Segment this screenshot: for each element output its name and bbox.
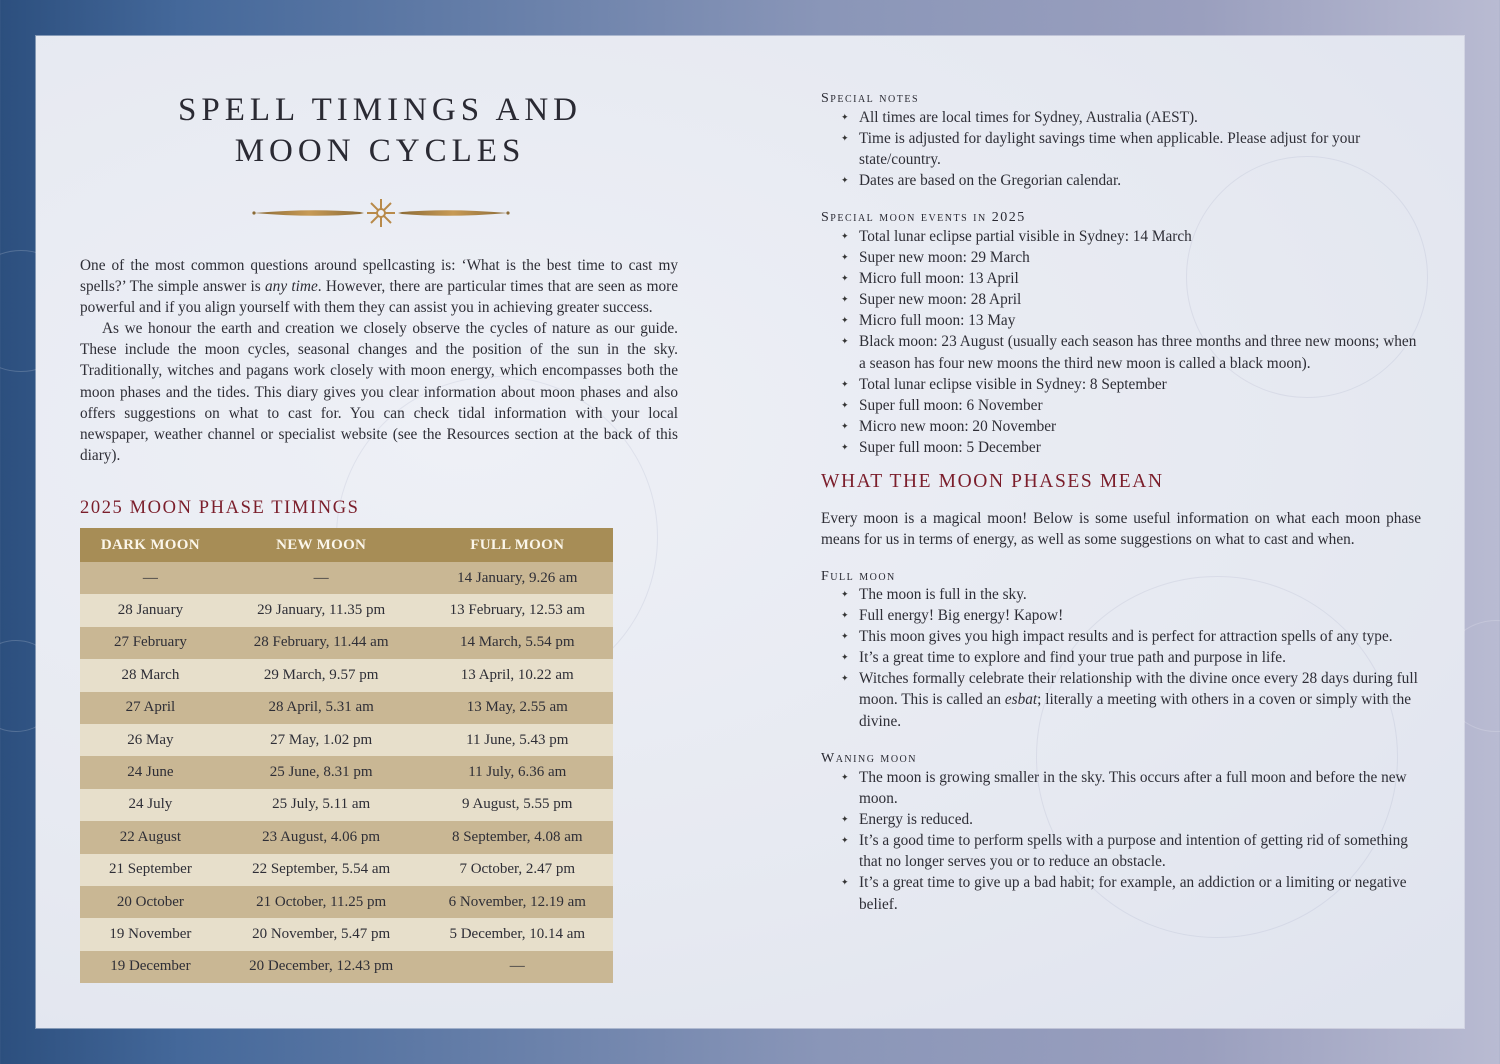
list-item: ✦ Full energy! Big energy! Kapow! — [821, 605, 1421, 626]
list-item: ✦ Micro full moon: 13 May — [821, 310, 1421, 331]
table-row — [80, 659, 613, 691]
dark-moon-cell: 28 January — [80, 594, 221, 626]
intro-emphasis: any time — [265, 278, 318, 296]
list-item: ✦ Super new moon: 29 March — [821, 247, 1421, 268]
table-row — [80, 821, 613, 853]
list-item: ✦ Super full moon: 6 November — [821, 395, 1421, 416]
decorative-divider-icon — [252, 196, 510, 230]
column-header-dark-moon: DARK MOON — [80, 528, 221, 562]
column-header-new-moon: NEW MOON — [221, 528, 422, 562]
list-item-text: ; literally a meeting with others in a coven or simply with the divine. — [859, 691, 1412, 730]
list-item-text: Witches formally celebrate their relationship with the divine once every 28 days during full moon. This is called an — [859, 670, 1418, 709]
dark-moon-cell: 24 July — [80, 789, 221, 821]
diary-spread — [36, 36, 1464, 1028]
table-row — [80, 756, 613, 788]
full-moon-cell: 13 February, 12.53 am — [422, 594, 613, 626]
list-item: ✦ It’s a great time to explore and find your true path and purpose in life. — [821, 647, 1421, 668]
new-moon-cell: 28 February, 11.44 am — [221, 627, 422, 659]
new-moon-cell: 25 July, 5.11 am — [221, 789, 422, 821]
full-moon-list — [821, 584, 1421, 732]
full-moon-cell: 14 January, 9.26 am — [422, 562, 613, 594]
list-item: ✦ Black moon: 23 August (usually each season has three months and three new moons; when a season has four new moons the third new moon is called a black moon). — [821, 331, 1421, 373]
full-moon-cell: 6 November, 12.19 am — [422, 886, 613, 918]
new-moon-cell: 28 April, 5.31 am — [221, 692, 422, 724]
full-moon-cell: 9 August, 5.55 pm — [422, 789, 613, 821]
new-moon-cell: 29 January, 11.35 pm — [221, 594, 422, 626]
full-moon-cell: 8 September, 4.08 am — [422, 821, 613, 853]
full-moon-cell: 7 October, 2.47 pm — [422, 854, 613, 886]
new-moon-cell: 23 August, 4.06 pm — [221, 821, 422, 853]
table-row — [80, 886, 613, 918]
dark-moon-cell: 24 June — [80, 756, 221, 788]
new-moon-cell: 22 September, 5.54 am — [221, 854, 422, 886]
new-moon-cell: 21 October, 11.25 pm — [221, 886, 422, 918]
intro-text — [80, 255, 678, 466]
list-item: ✦ The moon is full in the sky. — [821, 584, 1421, 605]
table-row — [80, 627, 613, 659]
dark-moon-cell: 19 December — [80, 951, 221, 983]
full-moon-cell: 11 July, 6.36 am — [422, 756, 613, 788]
list-item: ✦ Super full moon: 5 December — [821, 437, 1421, 458]
table-header-row — [80, 528, 613, 562]
list-item: ✦ Super new moon: 28 April — [821, 289, 1421, 310]
new-moon-cell: — — [221, 562, 422, 594]
dark-moon-cell: 19 November — [80, 918, 221, 950]
new-moon-cell: 25 June, 8.31 pm — [221, 756, 422, 788]
table-row — [80, 594, 613, 626]
table-row — [80, 854, 613, 886]
special-notes-list — [821, 107, 1421, 191]
full-moon-heading: Full moon — [821, 569, 896, 584]
list-item: ✦ Energy is reduced. — [821, 809, 1421, 830]
page-title-line-2: MOON CYCLES — [234, 133, 526, 169]
list-item: ✦ Micro new moon: 20 November — [821, 416, 1421, 437]
moon-phases-heading: WHAT THE MOON PHASES MEAN — [821, 471, 1164, 492]
list-item: ✦ All times are local times for Sydney, Australia (AEST). — [821, 107, 1421, 128]
list-item: ✦ This moon gives you high impact results and is perfect for attraction spells of any type. — [821, 626, 1421, 647]
list-item: ✦ Total lunar eclipse partial visible in Sydney: 14 March — [821, 226, 1421, 247]
table-row — [80, 562, 613, 594]
full-moon-cell: — — [422, 951, 613, 983]
table-row — [80, 918, 613, 950]
moon-phase-table — [80, 528, 613, 983]
new-moon-cell: 29 March, 9.57 pm — [221, 659, 422, 691]
table-title: 2025 MOON PHASE TIMINGS — [80, 498, 360, 518]
dark-moon-cell: 27 February — [80, 627, 221, 659]
dark-moon-cell: 22 August — [80, 821, 221, 853]
list-item-emphasis: esbat — [1004, 691, 1038, 709]
full-moon-cell: 13 April, 10.22 am — [422, 659, 613, 691]
list-item — [821, 668, 1421, 731]
moon-events-heading: Special moon events in 2025 — [821, 210, 1026, 225]
full-moon-cell: 14 March, 5.54 pm — [422, 627, 613, 659]
table-row — [80, 724, 613, 756]
page-title — [80, 90, 680, 172]
full-moon-cell: 11 June, 5.43 pm — [422, 724, 613, 756]
list-item: ✦ Dates are based on the Gregorian calendar. — [821, 170, 1421, 191]
intro-text-span: One of the most common questions around spellcasting is: ‘What is the best time to cast my spells?’ The simple answer is — [80, 257, 678, 296]
list-item: ✦ The moon is growing smaller in the sky. This occurs after a full moon and before the new moon. — [821, 767, 1421, 809]
dark-moon-cell: 20 October — [80, 886, 221, 918]
intro-paragraph-1 — [80, 255, 678, 318]
full-moon-cell: 5 December, 10.14 am — [422, 918, 613, 950]
column-header-full-moon: FULL MOON — [422, 528, 613, 562]
intro-text-span: . However, there are particular times that are seen as more powerful and if you align yourself with them they can assist you in achieving greater success. — [80, 278, 679, 317]
dark-moon-cell: 28 March — [80, 659, 221, 691]
dark-moon-cell: 26 May — [80, 724, 221, 756]
page-title-line-1: SPELL TIMINGS AND — [177, 92, 583, 128]
moon-events-list — [821, 226, 1421, 458]
dark-moon-cell: — — [80, 562, 221, 594]
full-moon-cell: 13 May, 2.55 am — [422, 692, 613, 724]
list-item: ✦ Micro full moon: 13 April — [821, 268, 1421, 289]
intro-paragraph-2: As we honour the earth and creation we closely observe the cycles of nature as our guide. These include the moon cycles, seasonal changes and the position of the sun in the sky. Traditionally, witches and pagans work closely with moon energy, which encompasses both the moon phases and the tides. This diary gives you clear information about moon phases and also offers suggestions on what to cast for. You can check tidal information with your local newspaper, weather channel or specialist website (see the Resources section at the back of this diary). — [80, 320, 678, 464]
list-item: ✦ Time is adjusted for daylight savings time when applicable. Please adjust for your state/country. — [821, 128, 1421, 170]
waning-moon-heading: Waning moon — [821, 751, 917, 766]
new-moon-cell: 20 November, 5.47 pm — [221, 918, 422, 950]
new-moon-cell: 27 May, 1.02 pm — [221, 724, 422, 756]
table-row — [80, 789, 613, 821]
moon-phases-intro: Every moon is a magical moon! Below is some useful information on what each moon phase means for us in terms of energy, as well as some suggestions on what to cast and when. — [821, 510, 1421, 549]
list-item: ✦ It’s a good time to perform spells with a purpose and intention of getting rid of something that no longer serves you or to reduce an obstacle. — [821, 830, 1421, 872]
table-row — [80, 692, 613, 724]
table-row — [80, 951, 613, 983]
waning-moon-list — [821, 767, 1421, 915]
list-item: ✦ It’s a great time to give up a bad habit; for example, an addiction or a limiting or negative belief. — [821, 872, 1421, 914]
special-notes-heading: Special notes — [821, 91, 920, 106]
new-moon-cell: 20 December, 12.43 pm — [221, 951, 422, 983]
list-item: ✦ Total lunar eclipse visible in Sydney: 8 September — [821, 374, 1421, 395]
dark-moon-cell: 21 September — [80, 854, 221, 886]
dark-moon-cell: 27 April — [80, 692, 221, 724]
